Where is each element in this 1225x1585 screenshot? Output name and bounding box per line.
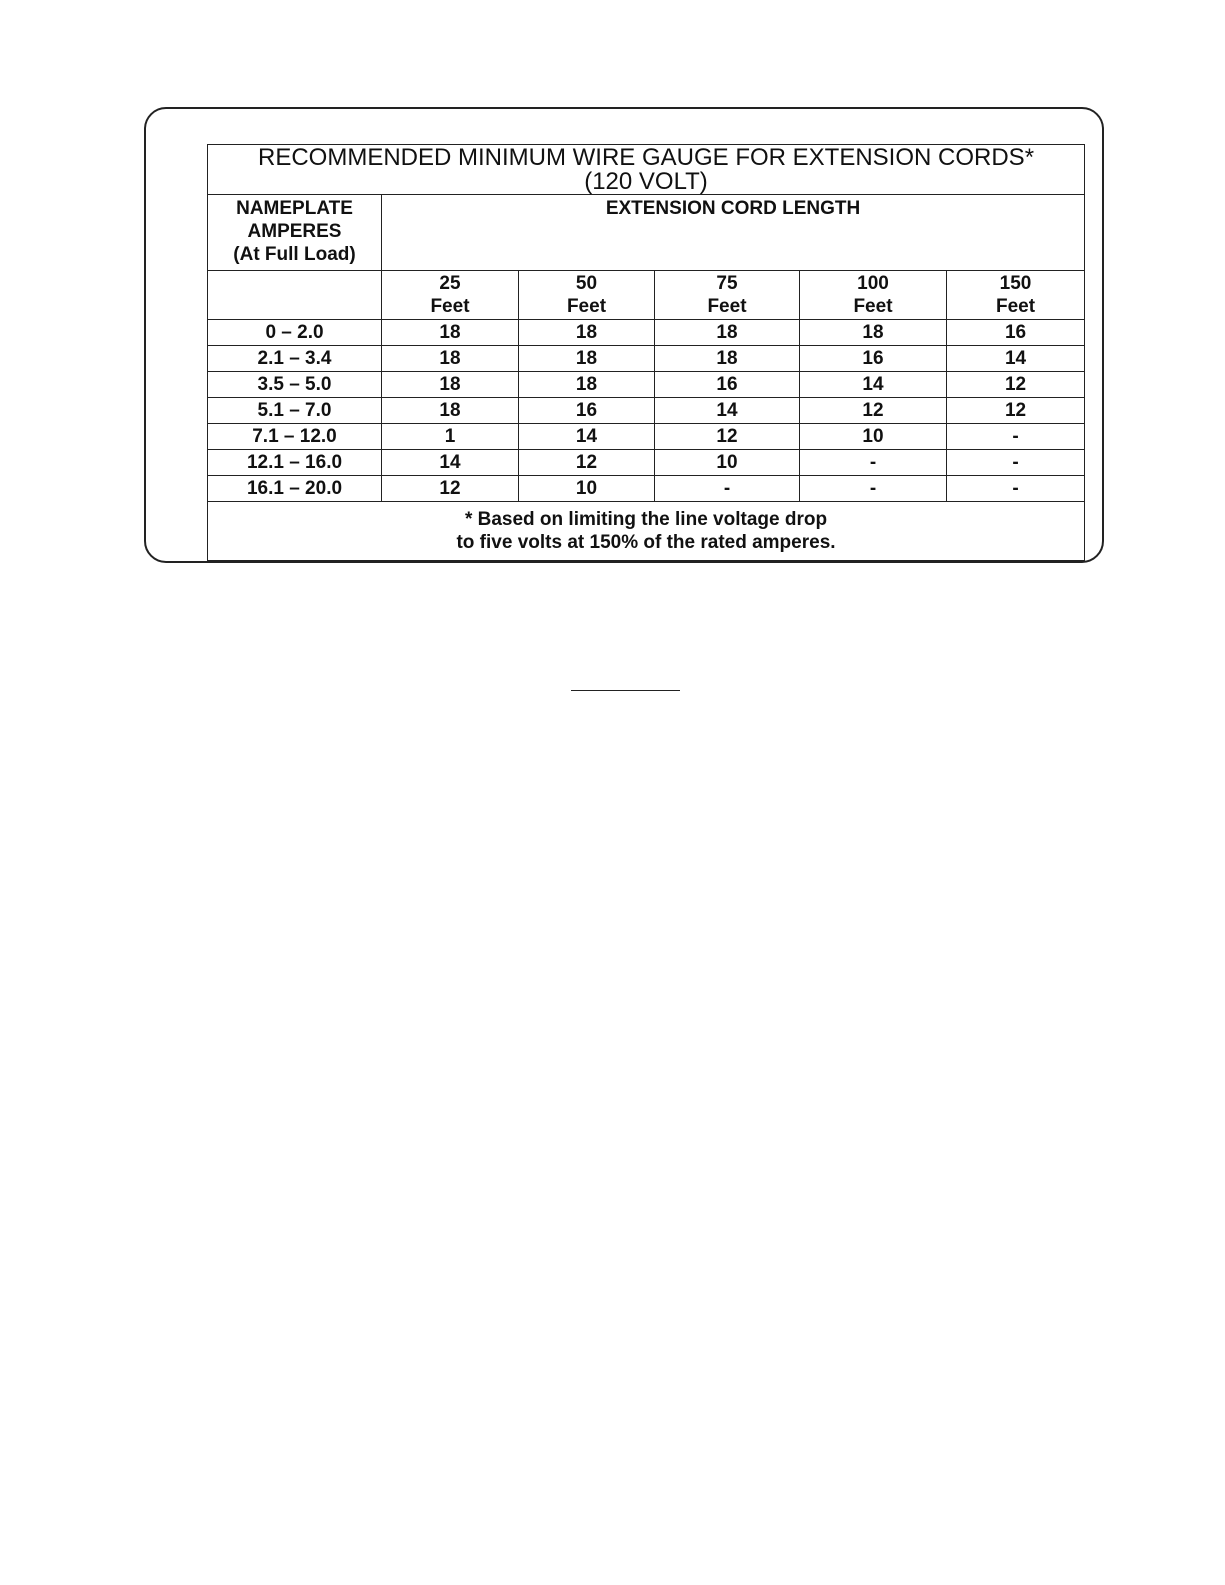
empty-header-cell: [208, 271, 382, 320]
gauge-cell: 14: [519, 424, 655, 450]
amps-cell: 3.5 – 5.0: [208, 372, 382, 398]
length-unit: Feet: [707, 296, 747, 317]
table-row: [208, 320, 1085, 346]
gauge-cell: 12: [655, 424, 800, 450]
amps-cell: 0 – 2.0: [208, 320, 382, 346]
length-header: [800, 271, 947, 320]
length-header: [519, 271, 655, 320]
gauge-cell: 18: [382, 398, 519, 424]
amps-cell: 12.1 – 16.0: [208, 450, 382, 476]
row-header-line: NAMEPLATE: [236, 198, 353, 219]
length-value: 25: [439, 273, 461, 294]
length-value: 50: [575, 273, 598, 294]
length-header: [382, 271, 519, 320]
length-header: [655, 271, 800, 320]
gauge-cell: 10: [655, 450, 800, 476]
gauge-cell: 14: [800, 372, 947, 398]
table-row: [208, 398, 1085, 424]
gauge-cell: -: [800, 476, 947, 502]
gauge-cell: 10: [800, 424, 947, 450]
gauge-cell: 16: [655, 372, 800, 398]
length-value: 75: [716, 273, 738, 294]
row-header-line: (At Full Load): [233, 244, 356, 265]
gauge-cell: -: [655, 476, 800, 502]
gauge-cell: 18: [655, 320, 800, 346]
length-value: 100: [857, 273, 889, 294]
length-value: 150: [999, 273, 1032, 294]
table-title: [208, 145, 1085, 195]
footnote-line-1: * Based on limiting the line voltage drop: [464, 509, 828, 530]
table-row: [208, 476, 1085, 502]
gauge-cell: 18: [800, 320, 947, 346]
gauge-cell: 16: [519, 398, 655, 424]
gauge-cell: 18: [382, 320, 519, 346]
length-unit: Feet: [995, 296, 1036, 317]
amps-cell: 7.1 – 12.0: [208, 424, 382, 450]
length-header: [947, 271, 1085, 320]
table-row: [208, 346, 1085, 372]
column-group-header: EXTENSION CORD LENGTH: [382, 195, 1085, 271]
separator-rule: [571, 690, 680, 691]
length-unit: Feet: [853, 296, 893, 317]
amps-cell: 16.1 – 20.0: [208, 476, 382, 502]
length-unit: Feet: [430, 296, 470, 317]
table-row: [208, 424, 1085, 450]
row-header-line: AMPERES: [247, 221, 342, 242]
gauge-cell: 12: [947, 372, 1085, 398]
gauge-cell: 18: [655, 346, 800, 372]
gauge-cell: -: [947, 424, 1085, 450]
table-footnote: [208, 502, 1085, 561]
gauge-cell: 18: [382, 346, 519, 372]
length-unit: Feet: [566, 296, 607, 317]
gauge-cell: -: [800, 450, 947, 476]
gauge-cell: 14: [655, 398, 800, 424]
gauge-cell: 12: [519, 450, 655, 476]
footnote-line-2: to five volts at 150% of the rated amperes.: [456, 532, 836, 553]
gauge-cell: 14: [947, 346, 1085, 372]
gauge-cell: 1: [382, 424, 519, 450]
gauge-cell: 16: [800, 346, 947, 372]
gauge-cell: 16: [947, 320, 1085, 346]
amps-cell: 5.1 – 7.0: [208, 398, 382, 424]
gauge-cell: 12: [800, 398, 947, 424]
title-line-2: (120 VOLT): [584, 168, 708, 195]
gauge-cell: 14: [382, 450, 519, 476]
gauge-cell: 12: [382, 476, 519, 502]
row-header: [208, 195, 382, 271]
gauge-cell: 12: [947, 398, 1085, 424]
gauge-cell: 18: [382, 372, 519, 398]
gauge-cell: 18: [519, 346, 655, 372]
wire-gauge-table: [207, 144, 1085, 561]
gauge-cell: 10: [519, 476, 655, 502]
title-line-1: RECOMMENDED MINIMUM WIRE GAUGE FOR EXTENSION CORDS*: [258, 144, 1035, 171]
gauge-cell: 18: [519, 372, 655, 398]
amps-cell: 2.1 – 3.4: [208, 346, 382, 372]
gauge-cell: 18: [519, 320, 655, 346]
gauge-cell: -: [947, 476, 1085, 502]
table-row: [208, 372, 1085, 398]
gauge-cell: -: [947, 450, 1085, 476]
table-row: [208, 450, 1085, 476]
